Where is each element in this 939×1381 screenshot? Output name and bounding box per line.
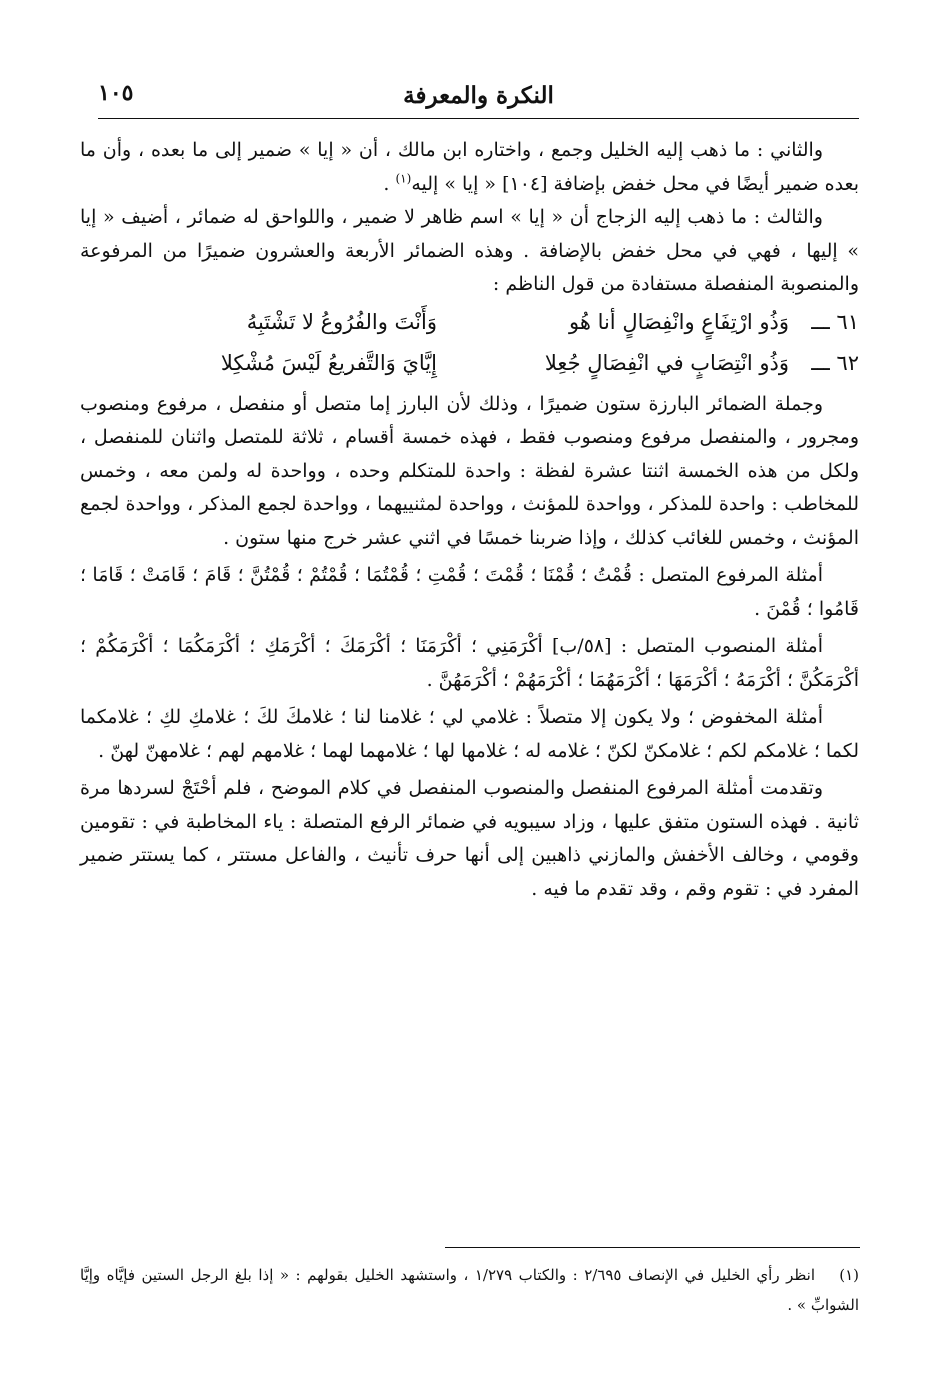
paragraph-second-opinion [80, 134, 859, 201]
paragraph-khafd-examples: أمثلة المخفوض ؛ ولا يكون إلا متصلاً : غلامي لي ؛ غلامنا لنا ؛ غلامكَ لكَ ؛ غلامكِ لكِ ؛ غلامكما لكما ؛ غلامكم لكم ؛ غلامكنّ لكنّ ؛ غلامه له ؛ غلامها لها ؛ غلامهما لهما ؛ غلامهم لهم ؛ غلامهنّ لهنّ . [80, 706, 859, 762]
footnote-text: انظر رأي الخليل في الإنصاف ٢/٦٩٥ : والكتاب ١/٢٧٩ ، واستشهد الخليل بقولهم : « إذا بلغ الرجل الستين فإيَّاه وإيَّا الشوابِّ » . [80, 1266, 859, 1314]
paragraph-nasb-examples: أمثلة المنصوب المتصل : [٥٨/ب] أكْرَمَنِي ؛ أكْرَمَنَا ؛ أكْرَمَكَ ؛ أكْرَمَكِ ؛ أكْرَمَكُمَا ؛ أكْرَمَكُمْ ؛ أكْرَمَكُنَّ ؛ أكْرَمَهُ ؛ أكْرَمَهَا ؛ أكْرَمَهُمَا ؛ أكْرَمَهُمْ ؛ أكْرَمَهُنَّ . [80, 635, 859, 691]
verse-second-hemistich: وَأَنْتَ والفُرُوعُ لا تَشْتَبِهُ [246, 309, 437, 334]
page-number: ١٠٥ [98, 80, 134, 106]
paragraph-pronoun-count: وجملة الضمائر البارزة ستون ضميرًا ، وذلك لأن البارز إما متصل أو منفصل ، مرفوع ومنصوب ومجرور ، والمنفصل مرفوع ومنصوب فقط ، فهذه خمسة أقسام ، ثلاثة للمتصل واثنان للمنفصل ، ولكل من هذه الخمسة اثنتا عشرة لفظة : واحدة للمتكلم وحده ، وواحدة له ولمن معه ، وخمس للمخاطب : واحدة للمذكر ، وواحدة للمؤنث ، وواحدة لمثنييهما ، وواحدة لجمع المذكر ، وواحدة لجمع المؤنث ، وخمس للغائب كذلك ، وإذا ضربنا خمسًا في اثني عشر خرج منها ستون . [80, 392, 859, 549]
verse-number: ٦٢ ـــ [811, 350, 859, 375]
footnote-reference: (١) [395, 171, 412, 186]
verse-line [80, 343, 859, 384]
verse-line [80, 302, 859, 343]
footnote-divider [445, 1247, 860, 1248]
running-header [98, 78, 859, 119]
main-text [80, 134, 859, 906]
verse-first-hemistich: وَذُو ارْتِفَاعٍ وانْفِصَالٍ أنا هُو [568, 309, 789, 334]
paragraph-third-opinion: والثالث : ما ذهب إليه الزجاج أن « إيا » اسم ظاهر لا ضمير ، واللواحق له ضمائر ، أضيف « إيا » إليها ، فهي في محل خفض بالإضافة . وهذه الضمائر الأربعة والعشرون ضميرًا من المرفوعة والمنصوبة المنفصلة مستفادة من قول الناظم : [80, 206, 859, 295]
footnote [80, 1260, 859, 1320]
chapter-title: النكرة والمعرفة [403, 82, 554, 109]
footnote-number: (١) [839, 1266, 860, 1284]
paragraph-text: والثاني : ما ذهب إليه الخليل وجمع ، واختاره ابن مالك ، أن « إيا » ضمير إلى ما بعده ، وأن ما بعده ضمير أيضًا في محل خفض بإضافة [١٠٤] « إيا » إليه [80, 139, 859, 195]
paragraph-sibawayh-addition: وتقدمت أمثلة المرفوع المنفصل والمنصوب المنفصل في كلام الموضح ، فلم أحْتَجْ لسردها مرة ثانية . فهذه الستون متفق عليها ، وزاد سيبويه في ضمائر الرفع المتصلة : ياء المخاطبة في : تقومين وقومي ، وخالف الأخفش والمازني ذاهبين إلى أنها حرف تأنيث ، والفاعل مستتر ، كما يستتر ضمير المفرد في : تقوم وقم ، وقد تقدم ما فيه . [80, 777, 859, 900]
paragraph-end: . [383, 172, 396, 195]
verse-first-hemistich: وَذُو انْتِصَابٍ في انْفِصَالٍ جُعِلا [544, 350, 789, 375]
verse-second-hemistich: إِيَّايَ وَالتَّفريعُ لَيْسَ مُشْكِلا [220, 350, 437, 375]
paragraph-raf-examples: أمثلة المرفوع المتصل : قُمْتُ ؛ قُمْنَا ؛ قُمْتَ ؛ قُمْتِ ؛ قُمْتُمَا ؛ قُمْتُمْ ؛ قُمْتُنَّ ؛ قَامَ ؛ قَامَتْ ؛ قَامَا ؛ قَامُوا ؛ قُمْنَ . [80, 564, 859, 620]
verse-number: ٦١ ـــ [811, 309, 859, 334]
